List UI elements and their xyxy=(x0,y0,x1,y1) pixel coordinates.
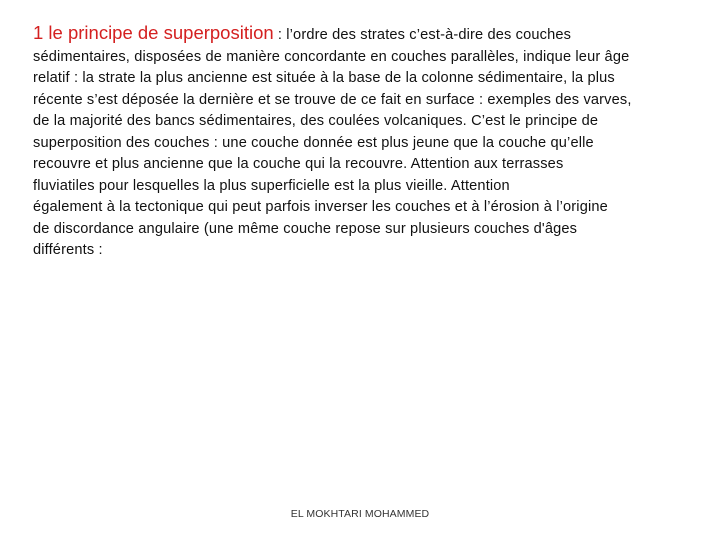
text-line-4: récente s’est déposée la dernière et se trouve de ce fait en surface : exemples des varves, xyxy=(33,91,632,108)
text-line-2: sédimentaires, disposées de manière concordante en couches parallèles, indique leur âge xyxy=(33,48,630,65)
section-heading: 1 le principe de superposition xyxy=(33,22,274,43)
text-line-3: relatif : la strate la plus ancienne est située à la base de la colonne sédimentaire, la plus xyxy=(33,70,615,86)
footer-author: EL MOKHTARI MOHAMMED xyxy=(290,508,430,520)
heading-continuation: : l’ordre des strates c’est-à-dire des couches xyxy=(273,27,572,43)
text-line-8: fluviatiles pour lesquelles la plus superficielle est la plus vieille. Attention xyxy=(33,177,510,194)
text-line-11: différents : xyxy=(33,242,103,258)
text-line-9: également à la tectonique qui peut parfois inverser les couches et à l’érosion à l’origine xyxy=(33,199,608,215)
text-line-1 xyxy=(33,22,693,47)
body-text-block xyxy=(33,22,693,262)
text-line-6: superposition des couches : une couche donnée est plus jeune que la couche qu’elle xyxy=(33,134,594,151)
text-line-10: de discordance angulaire (une même couche repose sur plusieurs couches d'âges xyxy=(33,220,578,237)
text-line-7: recouvre et plus ancienne que la couche qui la recouvre. Attention aux terrasses xyxy=(33,156,564,172)
text-line-5: de la majorité des bancs sédimentaires, des coulées volcaniques. C’est le principe de xyxy=(33,113,599,129)
